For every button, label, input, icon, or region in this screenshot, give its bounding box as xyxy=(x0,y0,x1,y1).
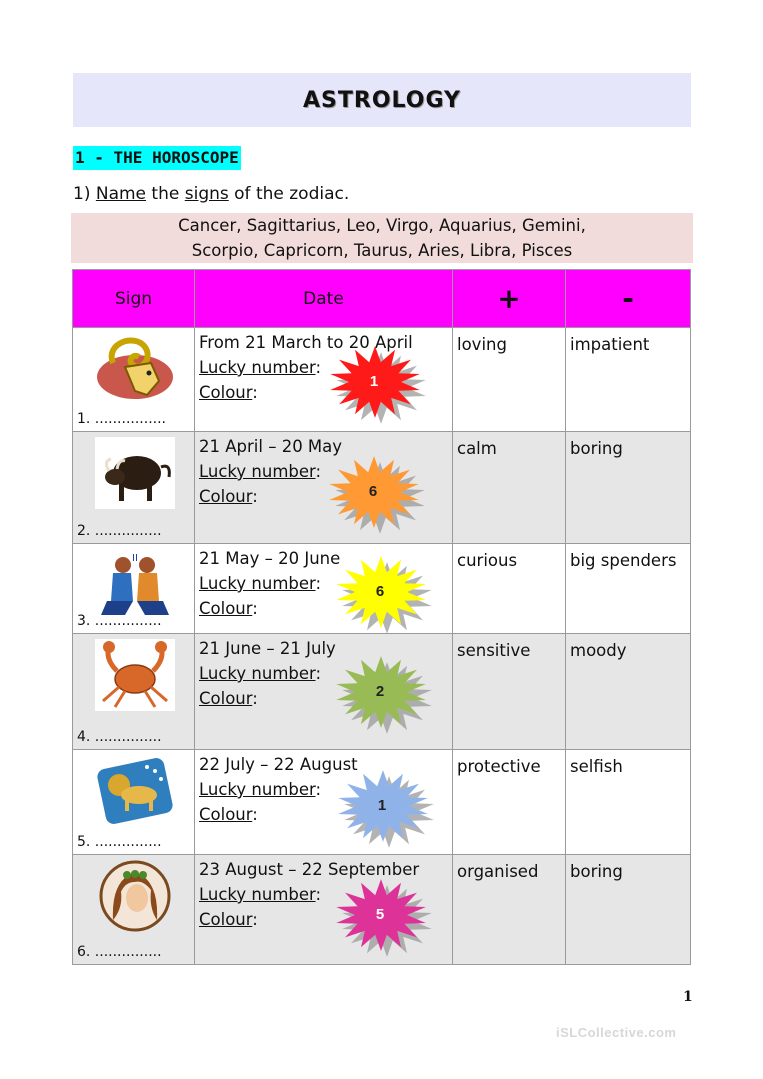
sign-cell xyxy=(73,634,195,750)
lucky-number-burst xyxy=(329,348,425,420)
negative-trait: selfish xyxy=(566,750,691,855)
lucky-number-label-text: Lucky number xyxy=(199,462,316,481)
date-range: From 21 March to 20 April xyxy=(199,333,413,352)
header-minus: - xyxy=(566,270,691,328)
colour-label[interactable]: Colour: xyxy=(199,910,258,929)
answer-line[interactable]: 6. ............... xyxy=(77,944,162,960)
instruction-suffix: of the zodiac. xyxy=(228,184,350,204)
table-header-row xyxy=(73,270,691,328)
table-row xyxy=(73,328,691,432)
negative-trait: moody xyxy=(566,634,691,750)
title-band xyxy=(73,73,691,127)
colour-label-text: Colour xyxy=(199,689,253,708)
colour-label[interactable]: Colour: xyxy=(199,689,258,708)
ram-icon xyxy=(95,333,175,405)
positive-trait: organised xyxy=(453,855,566,965)
lucky-number-label-text: Lucky number xyxy=(199,664,316,683)
lucky-number-value: 1 xyxy=(377,796,387,814)
header-sign: Sign xyxy=(73,270,195,328)
table-row xyxy=(73,544,691,634)
answer-line[interactable]: 5. ............... xyxy=(77,834,162,850)
crab-icon xyxy=(95,639,175,711)
lucky-number-value: 5 xyxy=(375,905,385,923)
lucky-number-label-text: Lucky number xyxy=(199,358,316,377)
page-number: 1 xyxy=(683,989,693,1005)
lion-icon xyxy=(95,755,175,827)
lucky-number-value: 1 xyxy=(369,372,379,390)
colour-label[interactable]: Colour: xyxy=(199,599,258,618)
colour-label[interactable]: Colour: xyxy=(199,487,258,506)
positive-trait: curious xyxy=(453,544,566,634)
page-title: ASTROLOGY xyxy=(303,87,461,113)
lucky-number-burst xyxy=(337,772,433,844)
sign-cell xyxy=(73,855,195,965)
instruction xyxy=(73,182,349,206)
colour-label[interactable]: Colour: xyxy=(199,805,258,824)
lucky-number-label-text: Lucky number xyxy=(199,780,316,799)
table-row xyxy=(73,855,691,965)
sign-cell xyxy=(73,432,195,544)
date-range: 21 April – 20 May xyxy=(199,437,343,456)
answer-line[interactable]: 1. ................ xyxy=(77,411,167,427)
answer-line[interactable]: 2. ............... xyxy=(77,523,162,539)
colour-label-text: Colour xyxy=(199,599,253,618)
lucky-number-burst xyxy=(335,881,431,953)
table-row xyxy=(73,750,691,855)
lucky-number-label: Lucky number: xyxy=(199,664,322,683)
table-row xyxy=(73,634,691,750)
date-range: 22 July – 22 August xyxy=(199,755,358,774)
colour-label-text: Colour xyxy=(199,487,253,506)
svg-text:II: II xyxy=(132,553,138,564)
twins-icon xyxy=(95,549,175,621)
lucky-number-label: Lucky number: xyxy=(199,574,322,593)
lucky-number-label-text: Lucky number xyxy=(199,885,316,904)
date-range: 23 August – 22 September xyxy=(199,860,420,879)
date-cell xyxy=(195,634,453,750)
colour-label-text: Colour xyxy=(199,383,253,402)
watermark: iSLCollective.com xyxy=(556,1025,677,1040)
bull-icon xyxy=(95,437,175,509)
lucky-number-label: Lucky number: xyxy=(199,780,322,799)
date-cell xyxy=(195,544,453,634)
date-cell xyxy=(195,432,453,544)
sign-cell xyxy=(73,328,195,432)
negative-trait: boring xyxy=(566,855,691,965)
sign-cell xyxy=(73,544,195,634)
lucky-number-value: 2 xyxy=(375,682,385,700)
lucky-number-label: Lucky number: xyxy=(199,885,322,904)
header-plus: + xyxy=(453,270,566,328)
word-bank-line-1: Cancer, Sagittarius, Leo, Virgo, Aquarius, Gemini, xyxy=(178,216,586,235)
lucky-number-value: 6 xyxy=(375,582,385,600)
lucky-number-label: Lucky number: xyxy=(199,358,322,377)
lucky-number-label: Lucky number: xyxy=(199,462,322,481)
zodiac-table xyxy=(72,269,691,965)
date-range: 21 May – 20 June xyxy=(199,549,341,568)
sign-cell xyxy=(73,750,195,855)
positive-trait: calm xyxy=(453,432,566,544)
colour-label-text: Colour xyxy=(199,910,253,929)
date-cell xyxy=(195,328,453,432)
section-heading: 1 - THE HOROSCOPE xyxy=(73,146,241,170)
positive-trait: loving xyxy=(453,328,566,432)
positive-trait: sensitive xyxy=(453,634,566,750)
lucky-number-label-text: Lucky number xyxy=(199,574,316,593)
negative-trait: boring xyxy=(566,432,691,544)
colour-label-text: Colour xyxy=(199,805,253,824)
instruction-mid: the xyxy=(146,184,185,204)
date-range: 21 June – 21 July xyxy=(199,639,336,658)
answer-line[interactable]: 3. ............... xyxy=(77,613,162,629)
header-date: Date xyxy=(195,270,453,328)
word-bank xyxy=(71,213,693,263)
date-cell xyxy=(195,855,453,965)
table-row xyxy=(73,432,691,544)
colour-label[interactable]: Colour: xyxy=(199,383,258,402)
negative-trait: impatient xyxy=(566,328,691,432)
negative-trait: big spenders xyxy=(566,544,691,634)
instruction-word-name: Name xyxy=(95,184,147,204)
date-cell xyxy=(195,750,453,855)
instruction-word-signs: signs xyxy=(184,184,229,204)
lucky-number-burst xyxy=(335,558,431,630)
instruction-prefix: 1) xyxy=(73,184,96,204)
maiden-icon xyxy=(95,860,175,932)
answer-line[interactable]: 4. ............... xyxy=(77,729,162,745)
word-bank-line-2: Scorpio, Capricorn, Taurus, Aries, Libra, Pisces xyxy=(191,241,573,260)
lucky-number-burst xyxy=(328,458,424,530)
lucky-number-value: 6 xyxy=(368,482,378,500)
lucky-number-burst xyxy=(335,658,431,730)
positive-trait: protective xyxy=(453,750,566,855)
